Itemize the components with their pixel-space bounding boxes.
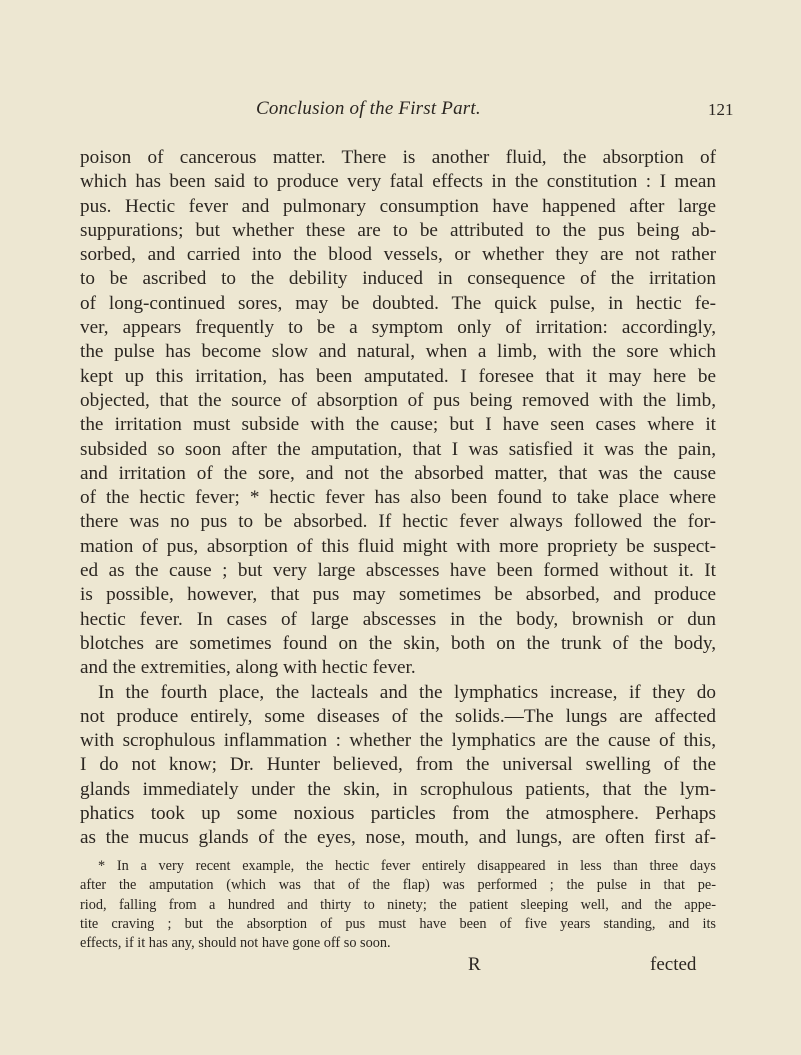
text-line: is possible, however, that pus may sometimes be absorbed, and produce: [80, 584, 716, 606]
running-head: Conclusion of the First Part.: [256, 98, 481, 119]
text-line: not produce entirely, some diseases of the solids.—The lungs are affected: [80, 705, 716, 727]
text-line: there was no pus to be absorbed. If hectic fever always followed the for-: [80, 511, 716, 533]
text-line: the pulse has become slow and natural, when a limb, with the sore which: [80, 341, 716, 363]
text-line: glands immediately under the skin, in scrophulous patients, that the lym-: [80, 778, 716, 800]
text-line: ver, appears frequently to be a symptom only of irritation: accordingly,: [80, 317, 716, 339]
text-line: which has been said to produce very fatal effects in the constitution : I mean: [80, 171, 716, 193]
signature-mark: R: [468, 954, 481, 975]
text-line: objected, that the source of absorption of pus being removed with the limb,: [80, 389, 716, 411]
footnote-line: after the amputation (which was that of the flap) was performed ; the pulse in that pe-: [80, 877, 716, 894]
text-line: mation of pus, absorption of this fluid might with more propriety be suspect-: [80, 535, 716, 557]
text-line: kept up this irritation, has been amputated. I foresee that it may here be: [80, 365, 716, 387]
text-line: I do not know; Dr. Hunter believed, from the universal swelling of the: [80, 754, 716, 776]
text-line: subsided so soon after the amputation, that I was satisfied it was the pain,: [80, 438, 716, 460]
text-line: as the mucus glands of the eyes, nose, mouth, and lungs, are often first af-: [80, 827, 716, 849]
text-line: ed as the cause ; but very large abscesses have been formed without it. It: [80, 560, 716, 582]
text-line: suppurations; but whether these are to be attributed to the pus being ab-: [80, 219, 716, 241]
main-text: [80, 146, 716, 851]
text-line: pus. Hectic fever and pulmonary consumption have happened after large: [80, 195, 716, 217]
text-line: of the hectic fever; * hectic fever has also been found to take place where: [80, 487, 716, 509]
text-line: poison of cancerous matter. There is another fluid, the absorption of: [80, 147, 716, 168]
text-line: blotches are sometimes found on the skin, both on the trunk of the body,: [80, 632, 716, 654]
footnote-line: riod, falling from a hundred and thirty to ninety; the patient sleeping well, and the appe-: [80, 896, 716, 913]
text-line: with scrophulous inflammation : whether the lymphatics are the cause of this,: [80, 730, 716, 752]
text-line: and irritation of the sore, and not the absorbed matter, that was the cause: [80, 462, 716, 484]
footnote: [80, 857, 716, 953]
catchword: fected: [650, 954, 697, 975]
text-line: and the extremities, along with hectic fever.: [80, 657, 416, 679]
footnote-line: * In a very recent example, the hectic fever entirely disappeared in less than three days: [98, 858, 716, 874]
page-header: [0, 98, 801, 126]
text-line: phatics took up some noxious particles from the atmosphere. Perhaps: [80, 803, 716, 825]
page-number: 121: [708, 100, 734, 119]
text-line: hectic fever. In cases of large abscesses in the body, brownish or dun: [80, 608, 716, 630]
text-line: of long-continued sores, may be doubted. The quick pulse, in hectic fe-: [80, 292, 716, 314]
text-line: sorbed, and carried into the blood vessels, or whether they are not rather: [80, 244, 716, 266]
text-line: to be ascribed to the debility induced in consequence of the irritation: [80, 268, 716, 290]
footnote-line: tite craving ; but the absorption of pus must have been of five years standing, and its: [80, 915, 716, 932]
footnote-line: effects, if it has any, should not have gone off so soon.: [80, 935, 391, 952]
text-line: the irritation must subside with the cause; but I have seen cases where it: [80, 414, 716, 436]
text-line: In the fourth place, the lacteals and the lymphatics increase, if they do: [98, 681, 716, 703]
